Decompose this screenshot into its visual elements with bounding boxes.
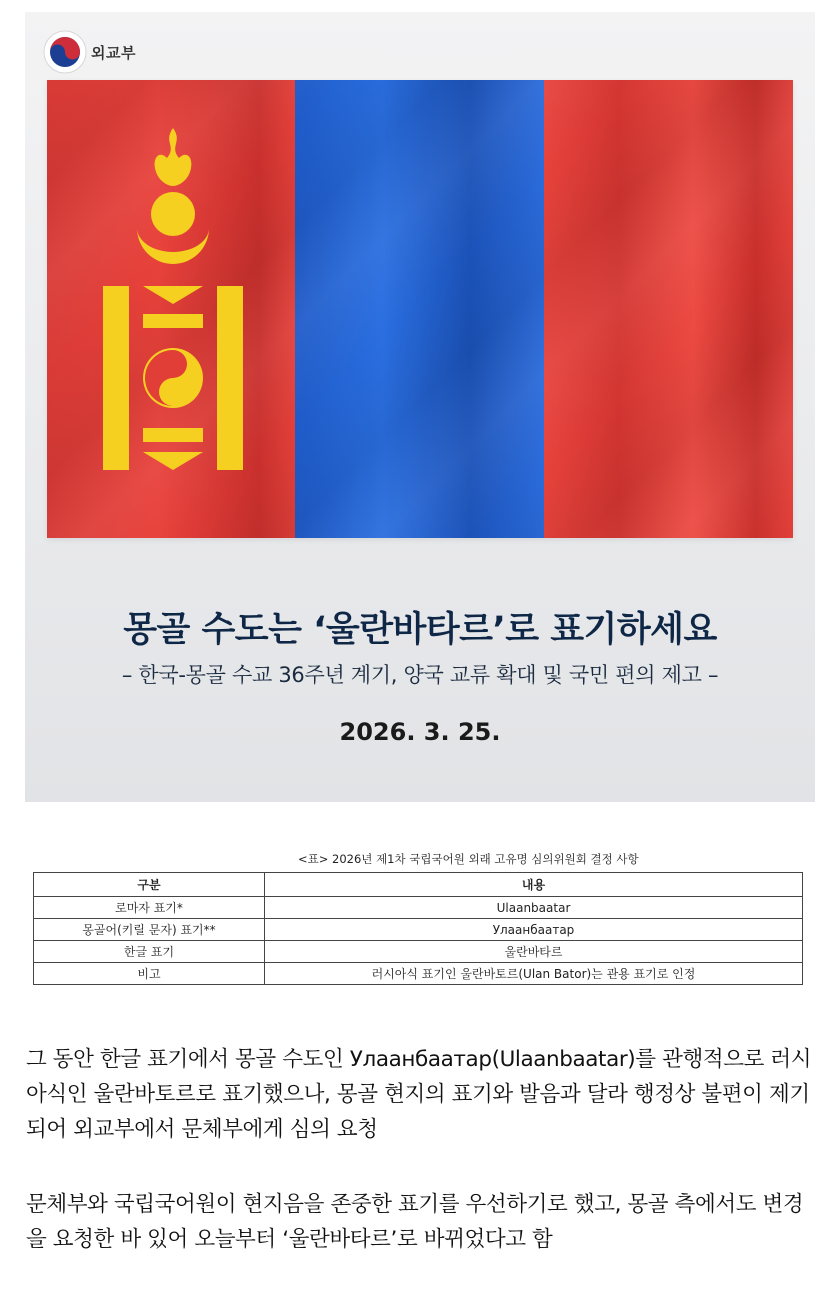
decision-table (33, 872, 803, 985)
table-row (34, 919, 803, 941)
body-paragraph: 그 동안 한글 표기에서 몽골 수도인 Улаанбаатар(Ulaanbaatar)를 관행적으로 러시아식인 울란바토르로 표기했으나, 몽골 현지의 표기와 발음과 달라 행정상 불편이 제기되어 외교부에서 문체부에게 심의 요청 (26, 1047, 812, 1142)
ministry-name: 외교부 (91, 43, 136, 62)
subheadline: – 한국-몽골 수교 36주년 계기, 양국 교류 확대 및 국민 편의 제고 – (121, 663, 719, 687)
table-caption: <표> 2026년 제1차 국립국어원 외래 고유명 심의위원회 결정 사항 (298, 852, 639, 866)
table-row (34, 963, 803, 985)
row-label: 몽골어(키릴 문자) 표기** (34, 919, 265, 941)
row-value: Улаанбаатар (265, 919, 803, 941)
headline: 몽골 수도는 ‘울란바타르’로 표기하세요 (123, 610, 717, 650)
table-row (34, 897, 803, 919)
column-header: 구분 (34, 873, 265, 897)
row-value: 러시아식 표기인 울란바토르(Ulan Bator)는 관용 표기로 인정 (265, 963, 803, 985)
row-label: 비고 (34, 963, 265, 985)
soyombo-symbol-icon (103, 128, 243, 473)
ministry-logo (43, 30, 136, 74)
body-paragraph: 문체부와 국립국어원이 현지음을 존중한 표기를 우선하기로 했고, 몽골 측에서도 변경을 요청한 바 있어 오늘부터 ‘울란바타르’로 바뀌었다고 함 (26, 1192, 804, 1252)
mongolian-flag (47, 80, 793, 538)
row-value: 울란바타르 (265, 941, 803, 963)
press-release-card (25, 12, 815, 802)
row-value: Ulaanbaatar (265, 897, 803, 919)
taegeuk-emblem-icon (43, 30, 87, 74)
table-row (34, 941, 803, 963)
column-header: 내용 (265, 873, 803, 897)
table-header-row (34, 873, 803, 897)
row-label: 로마자 표기* (34, 897, 265, 919)
row-label: 한글 표기 (34, 941, 265, 963)
release-date: 2026. 3. 25. (339, 718, 501, 746)
